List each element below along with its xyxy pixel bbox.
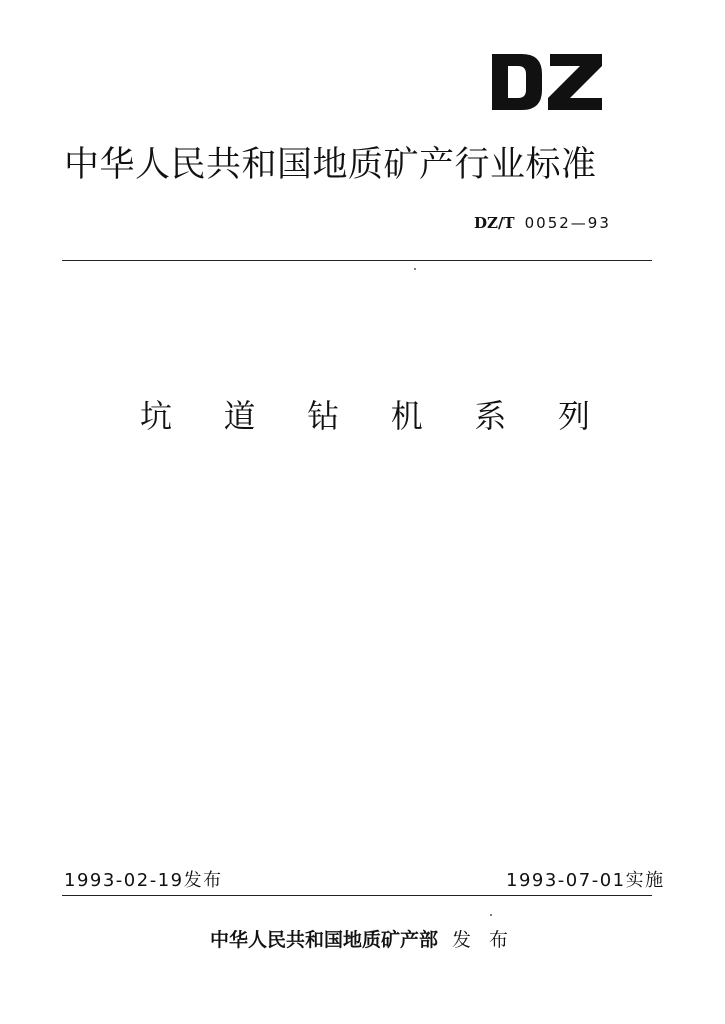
publisher-action: 发 布 [452, 929, 515, 951]
title-char: 列 [557, 397, 590, 435]
scan-speck [490, 914, 492, 916]
standard-code-prefix: DZ/T [474, 214, 515, 232]
standard-category-title: 中华人民共和国地质矿产行业标准 [64, 145, 597, 185]
title-char: 钻 [307, 397, 340, 435]
scan-speck [414, 268, 416, 270]
dz-logo [488, 50, 606, 114]
standard-code-number: 0052—93 [524, 214, 611, 232]
title-char: 道 [223, 397, 256, 435]
document-title [140, 392, 590, 440]
publisher-name: 中华人民共和国地质矿产部 [210, 929, 439, 951]
footer-divider [62, 895, 652, 896]
publisher-line [210, 926, 514, 954]
title-char: 坑 [140, 397, 173, 435]
standard-code [474, 212, 611, 234]
header-divider [62, 260, 652, 261]
title-char: 机 [390, 397, 423, 435]
title-char: 系 [474, 397, 507, 435]
dz-logo-mark [488, 50, 606, 114]
implementation-date: 1993-07-01实施 [506, 870, 665, 891]
issue-date: 1993-02-19发布 [64, 870, 223, 891]
